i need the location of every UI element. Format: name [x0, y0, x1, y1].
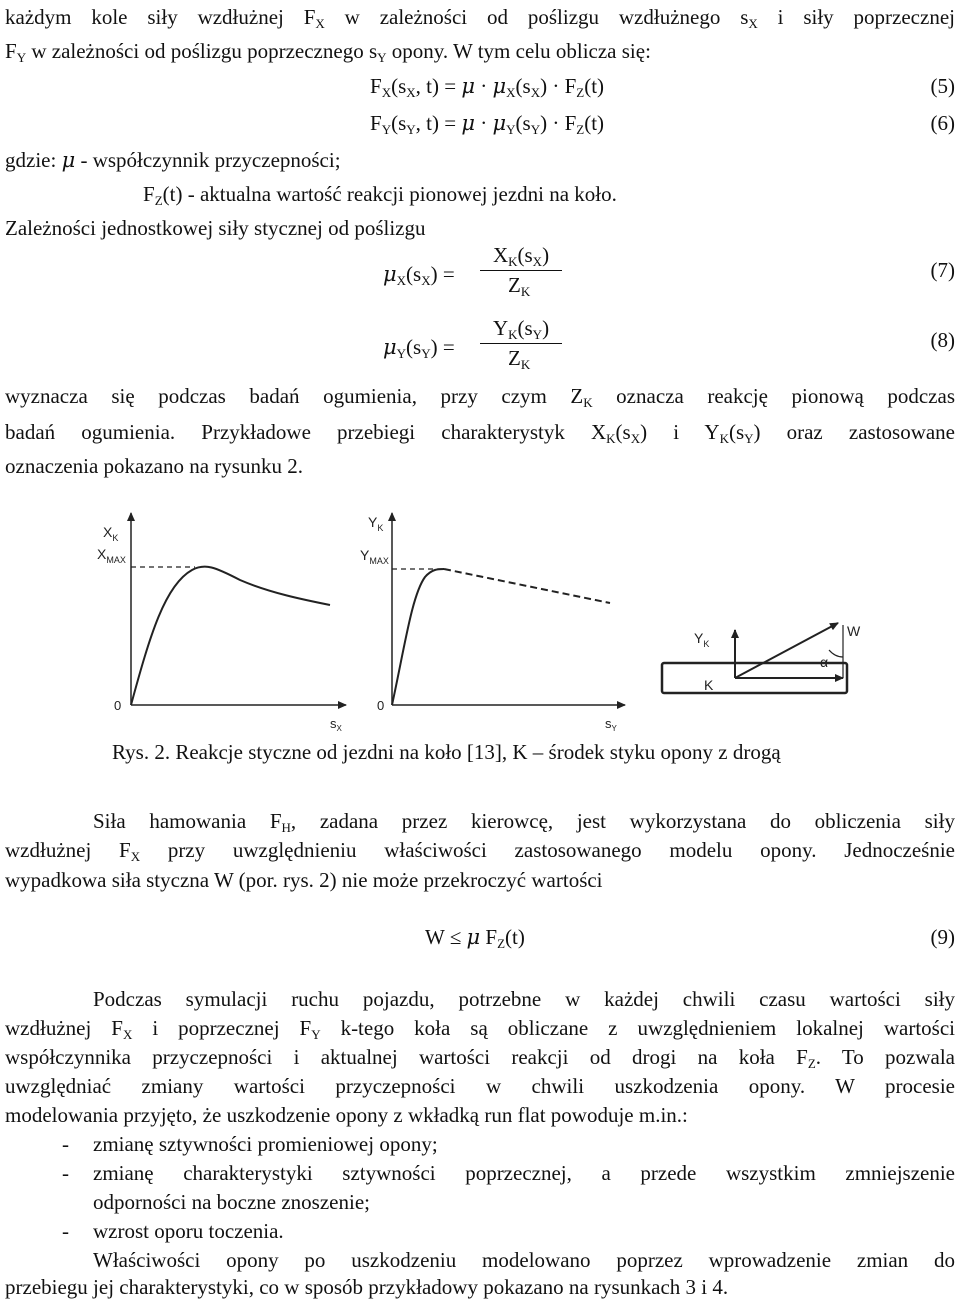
list-item-text: zmianę charakterystyki sztywności poprzecznej, a przede wszystkim zmniejszenie	[93, 1161, 955, 1185]
where-mu-line: gdzie: μ - współczynnik przyczepności;	[5, 148, 341, 172]
p5-line-2: przebiegu jej charakterystyki, co w sposób przykładowy pokazano na rysunkach 3 i 4.	[5, 1275, 729, 1299]
vector-yk-label: $Y_K$	[694, 630, 710, 649]
figure-2	[0, 505, 960, 745]
p4-line-2: wzdłużnej $F_X$ i poprzecznej $F_Y$ k-tego koła są obliczane z uwzględnieniem lokalnej wartości	[5, 1016, 955, 1042]
g2-y-label: $Y_K$	[368, 514, 384, 533]
p4-line-5: modelowania przyjęto, że uszkodzenie opony z wkładką run flat powoduje m.in.:	[5, 1103, 688, 1127]
graph-yk	[360, 513, 625, 733]
g2-x-label: $s_Y$	[605, 716, 617, 733]
g2-curve	[392, 569, 444, 705]
p3-line-2: wzdłużnej $F_X$ przy uwzględnieniu właściwości zastosowanego modelu opony. Jednocześnie	[5, 838, 955, 864]
p5-line-1: Właściwości opony po uszkodzeniu modelowano poprzez wprowadzenie zmian do	[93, 1248, 955, 1272]
g1-x-label: $s_X$	[330, 716, 342, 733]
g2-plateau	[444, 569, 610, 603]
list-item-continuation: odporności na boczne znoszenie;	[93, 1190, 370, 1214]
g1-ymax-label: $X_{MAX}$	[97, 546, 126, 565]
p2-line-2: badań ogumienia. Przykładowe przebiegi charakterystyk $X_K(s_X)$ i $Y_K(s_Y)$ oraz zastosowane	[5, 420, 956, 446]
equation-6-number: (6)	[930, 111, 955, 135]
vector-k-label: K	[704, 677, 714, 693]
g1-y-label: $X_K$	[103, 524, 119, 543]
p2-line-3: oznaczenia pokazano na rysunku 2.	[5, 454, 303, 478]
equation-8-fraction: $Y_K(s_Y)$ $Z_K$	[480, 316, 562, 371]
list-item: -	[62, 1161, 69, 1185]
where-fz-line: $F_Z(t)$ - aktualna wartość reakcji pionowej jezdni na koło.	[143, 182, 617, 208]
p1-line-1: każdym kole siły wzdłużnej $F_X$ w zależności od poślizgu wzdłużnego $s_X$ i siły poprzecznej	[5, 5, 955, 31]
list-item-text: zmianę sztywności promieniowej opony;	[93, 1132, 438, 1156]
equation-5: $F_X(s_X$, $t) = \mu \cdot \mu_X(s_X) \cdot F_Z(t)$	[370, 74, 605, 100]
equation-8-lhs: $\mu_Y(s_Y)$ =	[383, 335, 455, 361]
p4-line-1: Podczas symulacji ruchu pojazdu, potrzebne w każdej chwili czasu wartości siły	[93, 987, 955, 1011]
graph-xk	[97, 513, 346, 733]
list-item: -	[62, 1219, 69, 1243]
equation-7-lhs: $\mu_X(s_X)$ =	[383, 262, 455, 288]
g2-origin-label: 0	[377, 698, 385, 713]
vector-w-label: W	[847, 623, 861, 639]
figure-caption: Rys. 2. Reakcje styczne od jezdni na koło [13], K – środek styku opony z drogą	[112, 740, 781, 764]
p3-line-1: Siła hamowania $F_H$, zadana przez kierowcę, jest wykorzystana do obliczenia siły	[93, 809, 955, 835]
alpha-label: α	[820, 654, 829, 670]
equation-9: W ≤ μ $F_Z(t)$	[425, 925, 525, 951]
p1-line-2: $F_Y$ w zależności od poślizgu poprzecznego $s_Y$ opony. W tym celu oblicza się:	[5, 39, 651, 65]
p2-line-1: wyznacza się podczas badań ogumienia, przy czym $Z_K$ oznacza reakcję pionową podczas	[5, 384, 955, 410]
equation-6: $F_Y(s_Y$, $t) = \mu \cdot \mu_Y(s_Y) \cdot F_Z(t)$	[370, 111, 605, 137]
p3-line-3: wypadkowa siła styczna W (por. rys. 2) nie może przekroczyć wartości	[5, 868, 603, 892]
alpha-arc	[829, 650, 843, 657]
g2-ymax-label: $Y_{MAX}$	[360, 547, 389, 566]
p4-line-4: uwzględniać zmiany wartości przyczepności w chwili uszkodzenia opony. W procesie	[5, 1074, 955, 1098]
g1-curve	[131, 567, 330, 705]
equation-8-number: (8)	[930, 328, 955, 352]
p4-line-3: współczynnika przyczepności i aktualnej wartości reakcji od drogi na koła $F_Z$. To pozwala	[5, 1045, 955, 1071]
equation-9-number: (9)	[930, 925, 955, 949]
force-vector-diagram	[662, 623, 861, 693]
equation-7-fraction: $X_K(s_X)$ $Z_K$	[480, 243, 562, 298]
equation-5-number: (5)	[930, 74, 955, 98]
g1-origin-label: 0	[114, 698, 122, 713]
list-item-text: wzrost oporu toczenia.	[93, 1219, 284, 1243]
list-item: -	[62, 1132, 69, 1156]
dependence-title: Zależności jednostkowej siły stycznej od poślizgu	[5, 216, 426, 240]
equation-7-number: (7)	[930, 258, 955, 282]
